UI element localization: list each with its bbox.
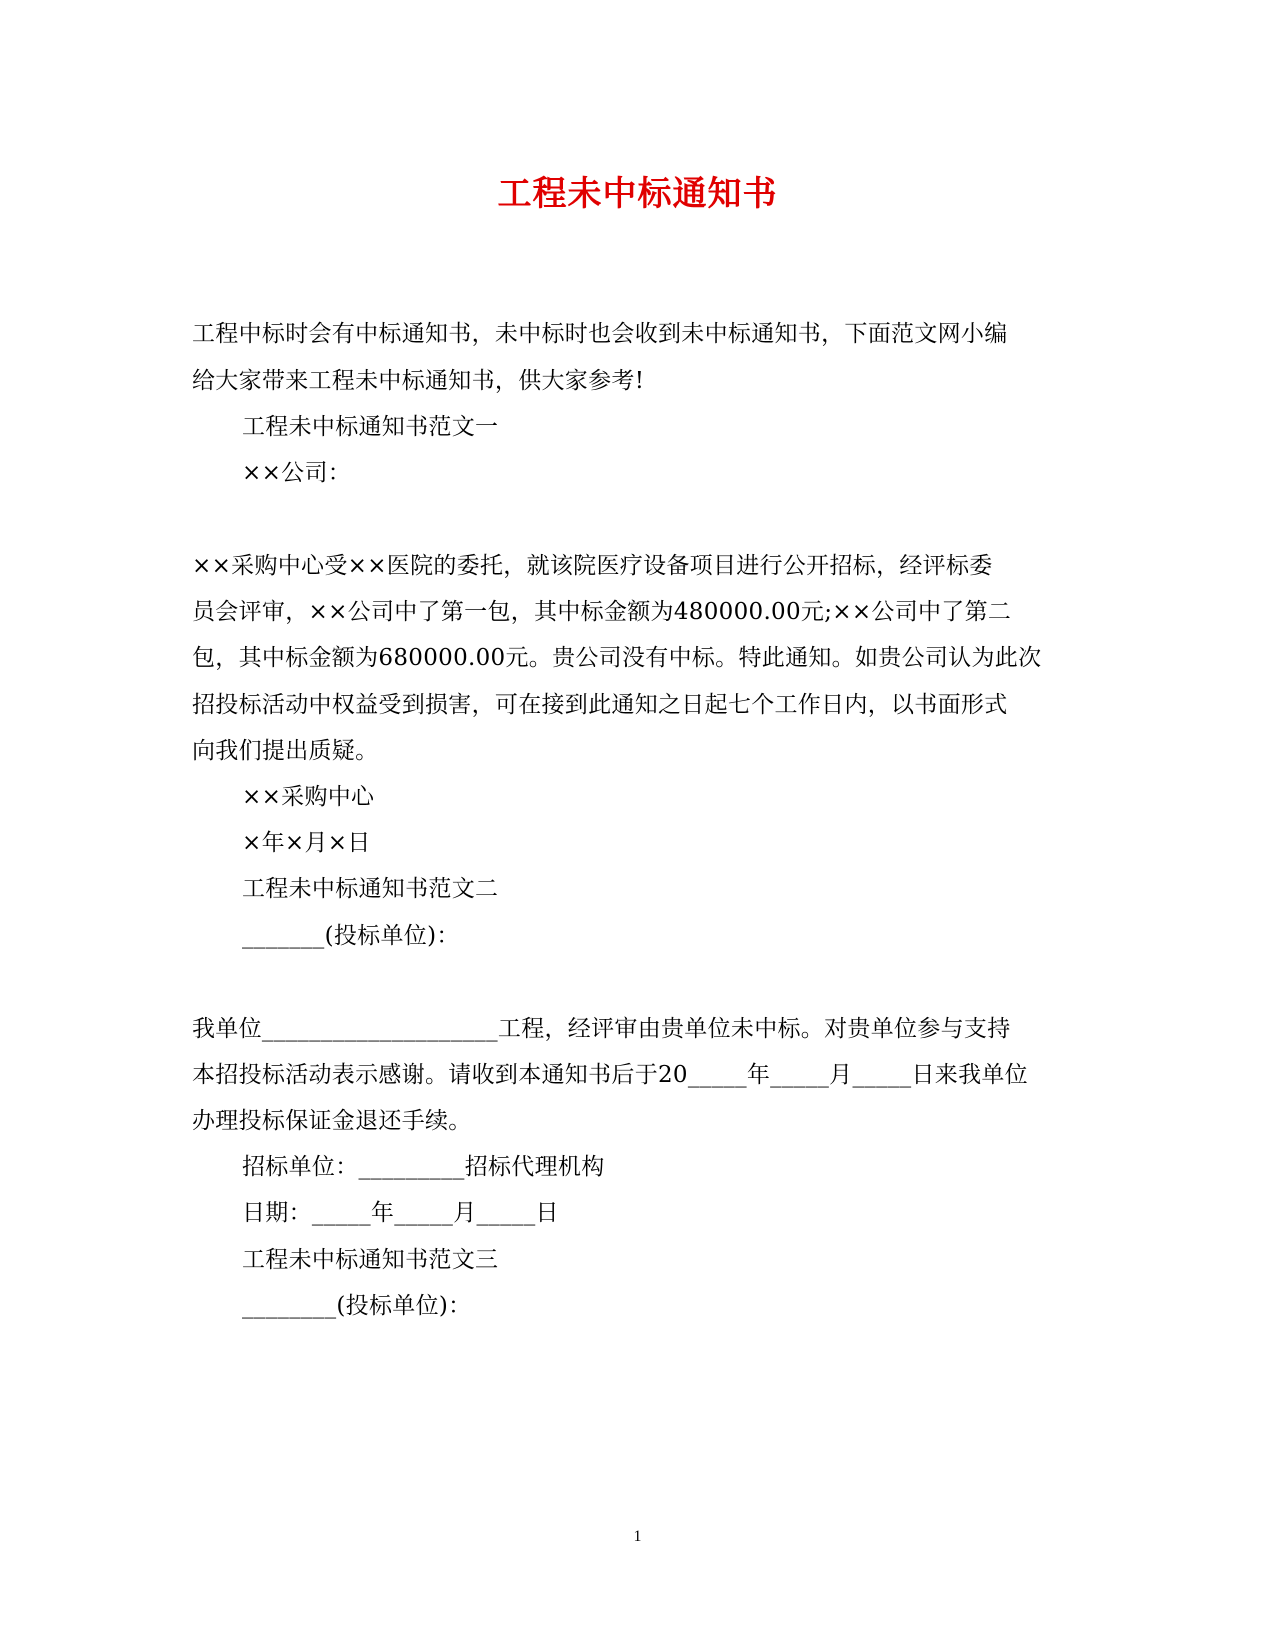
sample3-heading: 工程未中标通知书范文三: [242, 1247, 499, 1273]
page-number: 1: [633, 1528, 642, 1545]
sample2-body-line-3: 办理投标保证金退还手续。: [192, 1108, 472, 1134]
intro-line-2: 给大家带来工程未中标通知书，供大家参考!: [192, 368, 645, 394]
sample1-heading: 工程未中标通知书范文一: [242, 414, 499, 440]
sample2-body-line-1: 我单位____________________工程，经评审由贵单位未中标。对贵单位参与支持: [192, 1016, 1011, 1042]
sample1-body-line-4: 招投标活动中权益受到损害，可在接到此通知之日起七个工作日内，以书面形式: [192, 692, 1008, 718]
sample1-body-line-3: 包，其中标金额为680000.00元。贵公司没有中标。特此通知。如贵公司认为此次: [192, 645, 1042, 671]
sample2-signature: 招标单位：_________招标代理机构: [242, 1154, 605, 1180]
sample1-body-line-1: ××采购中心受××医院的委托，就该院医疗设备项目进行公开招标，经评标委: [192, 553, 993, 579]
sample2-date: 日期：_____年_____月_____日: [242, 1200, 559, 1226]
sample3-addressee: ________(投标单位)：: [242, 1293, 472, 1319]
sample2-addressee: _______(投标单位)：: [242, 923, 460, 949]
sample2-heading: 工程未中标通知书范文二: [242, 876, 499, 902]
sample1-addressee: ××公司：: [242, 460, 352, 486]
sample2-body-line-2: 本招投标活动表示感谢。请收到本通知书后于20_____年_____月_____日来我单位: [192, 1062, 1028, 1088]
sample1-date: ×年×月×日: [242, 830, 371, 856]
intro-line-1: 工程中标时会有中标通知书，未中标时也会收到未中标通知书，下面范文网小编: [192, 321, 1008, 347]
sample1-signature: ××采购中心: [242, 784, 375, 810]
sample1-body-line-2: 员会评审，××公司中了第一包，其中标金额为480000.00元;××公司中了第二: [192, 599, 1012, 625]
document-title: 工程未中标通知书: [497, 174, 778, 214]
sample1-body-line-5: 向我们提出质疑。: [192, 738, 379, 764]
